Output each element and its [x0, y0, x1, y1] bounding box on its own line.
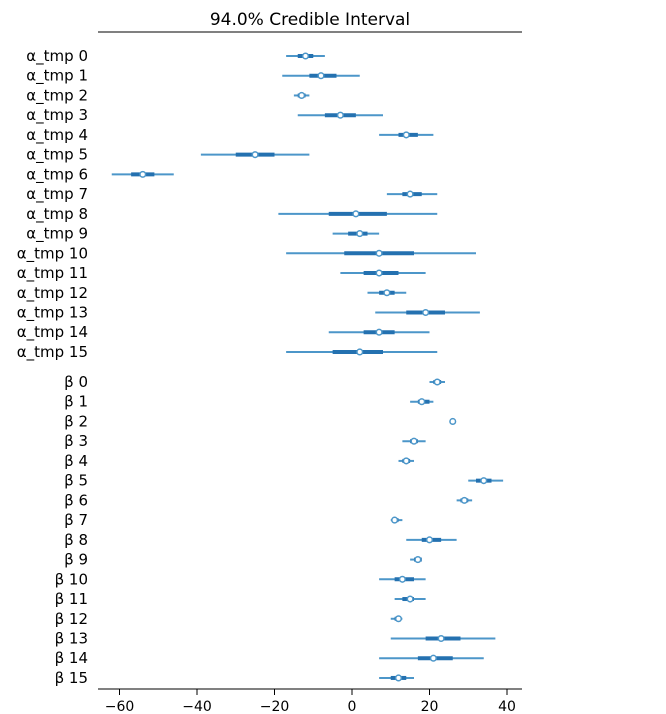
- mean-marker: [384, 290, 390, 296]
- mean-marker: [407, 596, 413, 602]
- mean-marker: [427, 537, 433, 543]
- mean-marker: [403, 132, 409, 138]
- mean-marker: [396, 616, 402, 622]
- row-label: α_tmp 9: [26, 224, 88, 243]
- mean-marker: [303, 53, 309, 59]
- row-label: β 5: [64, 471, 88, 490]
- row-label: α_tmp 8: [26, 204, 88, 223]
- mean-marker: [299, 93, 305, 99]
- mean-marker: [376, 251, 382, 257]
- row-label: β 1: [64, 392, 88, 411]
- row-label: α_tmp 12: [16, 283, 88, 302]
- mean-marker: [396, 675, 402, 681]
- mean-marker: [415, 557, 421, 563]
- mean-marker: [400, 577, 406, 583]
- mean-marker: [357, 231, 363, 237]
- row-label: β 15: [54, 668, 88, 687]
- mean-marker: [338, 112, 344, 118]
- row-label: α_tmp 13: [16, 303, 88, 322]
- row-label: β 9: [64, 550, 88, 569]
- x-axis-ticks: [105, 689, 516, 714]
- row-label: α_tmp 10: [16, 244, 88, 263]
- mean-marker: [411, 438, 417, 444]
- row-label: α_tmp 4: [26, 125, 88, 144]
- mean-marker: [438, 636, 444, 642]
- row-label: β 4: [64, 451, 88, 470]
- mean-marker: [434, 379, 440, 385]
- row-label: β 0: [64, 373, 88, 391]
- mean-marker: [423, 310, 429, 316]
- mean-marker: [252, 152, 258, 158]
- x-tick-label: −40: [182, 699, 212, 714]
- row-label: α_tmp 2: [26, 86, 88, 105]
- mean-marker: [462, 498, 468, 504]
- x-tick-label: 20: [420, 699, 439, 714]
- mean-marker: [431, 655, 437, 661]
- row-label: β 8: [64, 530, 88, 549]
- row-label: α_tmp 15: [16, 342, 88, 361]
- mean-marker: [376, 329, 382, 335]
- row-label: β 14: [54, 649, 88, 668]
- row-label: α_tmp 6: [26, 165, 88, 184]
- mean-marker: [376, 270, 382, 276]
- row-label: α_tmp 1: [26, 66, 88, 85]
- row-label: α_tmp 0: [26, 47, 88, 65]
- mean-marker: [357, 349, 363, 355]
- row-label: β 10: [54, 570, 88, 589]
- x-tick-label: 0: [347, 699, 357, 714]
- mean-marker: [140, 172, 146, 178]
- mean-marker: [403, 458, 409, 464]
- mean-marker: [450, 419, 456, 425]
- mean-marker: [419, 399, 425, 405]
- mean-marker: [392, 517, 398, 523]
- row-label: β 11: [54, 590, 88, 609]
- mean-marker: [481, 478, 487, 484]
- row-label: β 3: [64, 432, 88, 451]
- row-label: β 13: [54, 629, 88, 648]
- mean-marker: [353, 211, 359, 217]
- row-label: α_tmp 3: [26, 106, 88, 125]
- row-label: α_tmp 5: [26, 145, 88, 164]
- mean-marker: [318, 73, 324, 79]
- plot-rows: [17, 47, 503, 687]
- row-label: β 2: [64, 412, 88, 431]
- row-label: α_tmp 7: [26, 185, 88, 204]
- x-tick-label: −60: [104, 699, 135, 714]
- row-label: β 12: [54, 609, 88, 628]
- row-label: α_tmp 11: [16, 264, 88, 283]
- x-tick-label: −20: [259, 699, 290, 714]
- row-label: β 6: [64, 491, 88, 510]
- x-tick-label: 40: [498, 699, 516, 714]
- row-label: β 7: [64, 511, 88, 530]
- chart-title: 94.0% Credible Interval: [209, 10, 411, 30]
- row-label: α_tmp 14: [16, 323, 88, 342]
- mean-marker: [407, 191, 413, 197]
